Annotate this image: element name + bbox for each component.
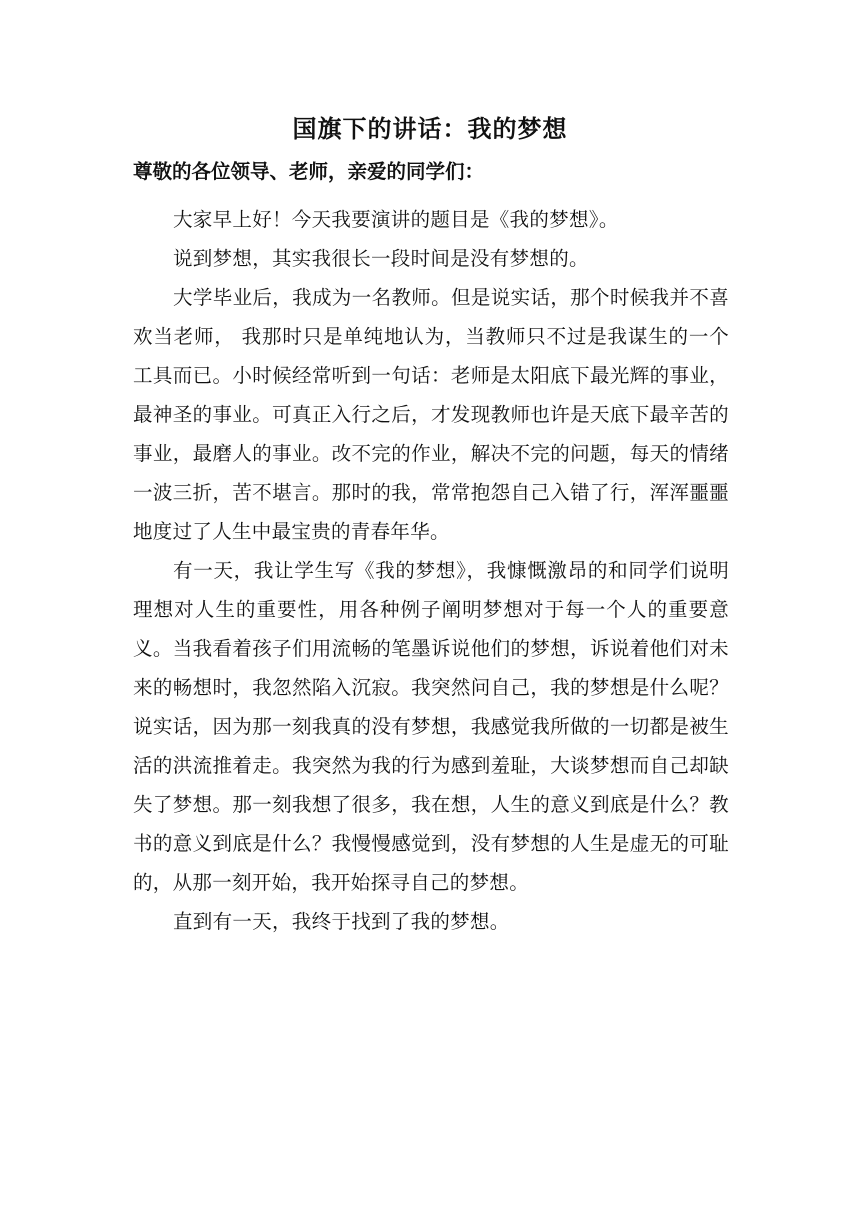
paragraph: 说到梦想，其实我很长一段时间是没有梦想的。 xyxy=(173,247,589,270)
document-title: 国旗下的讲话：我的梦想 xyxy=(292,114,568,143)
paragraph: 直到有一天，我终于找到了我的梦想。 xyxy=(173,910,510,933)
document-body xyxy=(133,200,729,941)
salutation: 尊敬的各位领导、老师，亲爱的同学们： xyxy=(133,160,485,183)
paragraph: 有一天，我让学生写《我的梦想》，我慷慨激昂的和同学们说明理想对人生的重要性，用各种例子阐明梦想对于每一个人的重要意义。当我看着孩子们用流畅的笔墨诉说他们的梦想，诉说着他们对未来的畅想时，我忽然陷入沉寂。我突然问自己，我的梦想是什么呢？说实话，因为那一刻我真的没有梦想，我感觉我所做的一切都是被生活的洪流推着走。我突然为我的行为感到羞耻，大谈梦想而自己却缺失了梦想。那一刻我想了很多，我在想，人生的意义到底是什么？教书的意义到底是什么？我慢慢感觉到，没有梦想的人生是虚无的可耻的，从那一刻开始，我开始探寻自己的梦想。 xyxy=(133,559,729,894)
paragraph: 大家早上好！今天我要演讲的题目是《我的梦想》。 xyxy=(173,208,619,231)
paragraph: 大学毕业后，我成为一名教师。但是说实话，那个时候我并不喜欢当老师， 我那时只是单纯地认为，当教师只不过是我谋生的一个工具而已。小时候经常听到一句话：老师是太阳底下最光辉的事业，最神圣的事业。可真正入行之后，才发现教师也许是天底下最辛苦的事业，最磨人的事业。改不完的作业，解决不完的问题，每天的情绪一波三折，苦不堪言。那时的我，常常抱怨自己入错了行，浑浑噩噩地度过了人生中最宝贵的青春年华。 xyxy=(133,286,729,543)
